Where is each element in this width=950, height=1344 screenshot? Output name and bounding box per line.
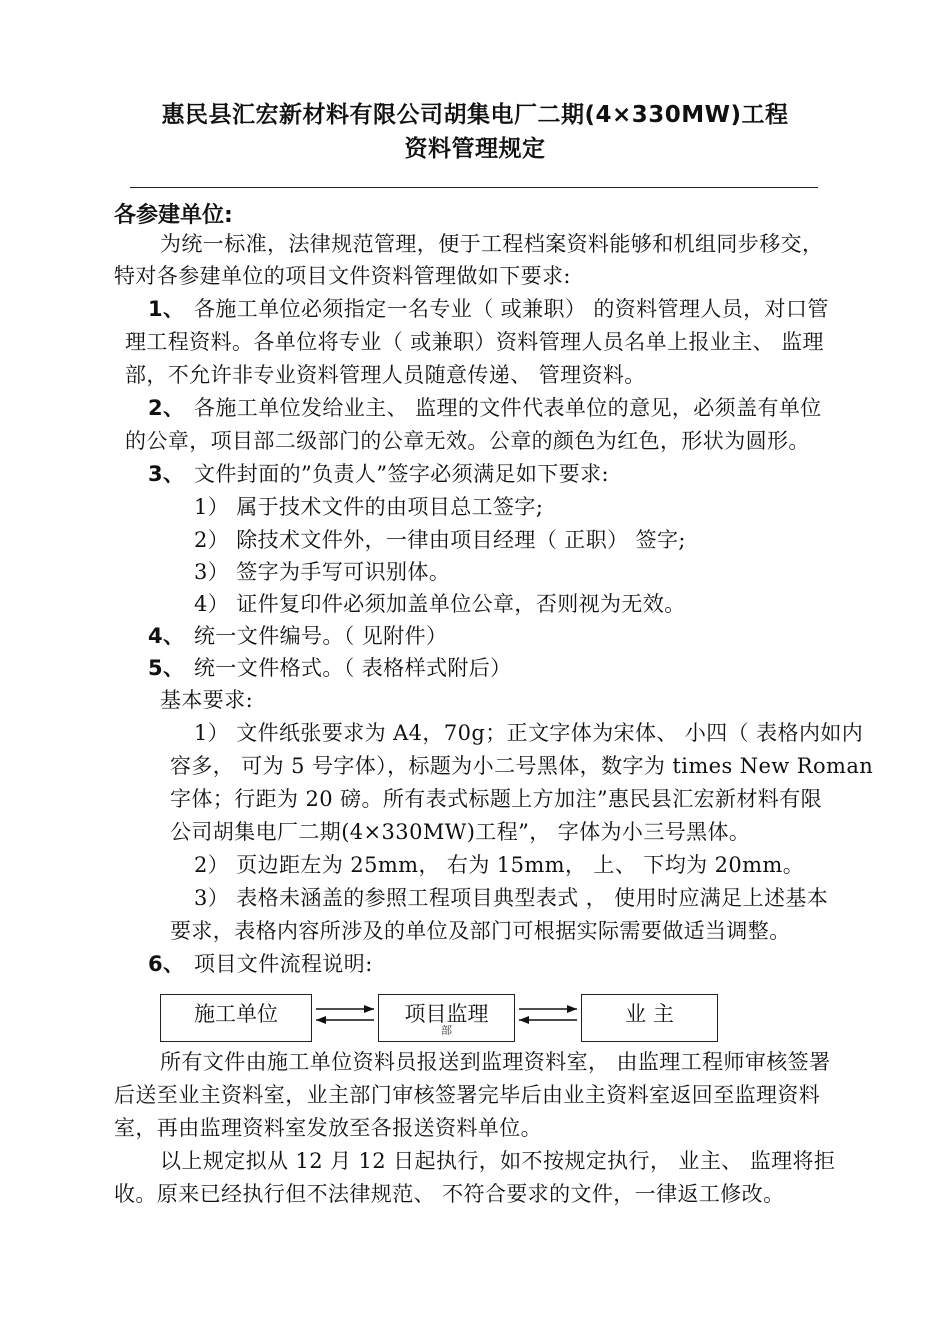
item-1-line: 部，不允许非专业资料管理人员随意传递、 管理资料。 <box>125 363 646 387</box>
document-title-line2: 资料管理规定 <box>404 136 546 162</box>
item-6-line <box>148 949 373 979</box>
requirement-2-line: 2） 页边距左为 25mm， 右为 15mm， 上、 下均为 20mm。 <box>194 853 805 877</box>
item-3-subitem: 1） 属于技术文件的由项目总工签字; <box>194 495 544 519</box>
flow-box-contractor: 施工单位 <box>160 994 312 1042</box>
item-1-line <box>148 294 829 324</box>
requirement-1-line: 容多， 可为 5 号字体），标题为小二号黑体，数字为 times New Roman <box>170 754 874 778</box>
requirement-1-line: 1） 文件纸张要求为 A4，70g；正文字体为宋体、 小四（ 表格内如内 <box>194 721 864 745</box>
flow-box-label: 项目监理 <box>404 1002 489 1026</box>
item-4-line <box>148 621 447 651</box>
item-number: 4、 <box>148 624 185 648</box>
flow-box-supervision <box>378 994 515 1042</box>
item-3-subitem: 4） 证件复印件必须加盖单位公章，否则视为无效。 <box>194 592 686 616</box>
intro-line: 为统一标准，法律规范管理，便于工程档案资料能够和机组同步移交， <box>160 232 824 256</box>
item-number: 2、 <box>148 396 185 420</box>
flow-description-line: 室，再由监理资料室发放至各报送资料单位。 <box>114 1116 542 1140</box>
item-text: 统一文件编号。（ 见附件） <box>194 624 448 648</box>
item-text: 各施工单位发给业主、 监理的文件代表单位的意见，必须盖有单位 <box>194 396 822 420</box>
item-2-line <box>148 393 822 423</box>
item-number: 5、 <box>148 656 185 680</box>
requirement-1-line: 公司胡集电厂二期(4×330MW)工程”， 字体为小三号黑体。 <box>170 820 751 844</box>
basic-requirements-heading: 基本要求: <box>160 688 254 712</box>
item-3-subitem: 3） 签字为手写可识别体。 <box>194 560 451 584</box>
item-5-line <box>148 653 512 683</box>
flow-description-line: 后送至业主资料室，业主部门审核签署完毕后由业主资料室返回至监理资料 <box>114 1083 821 1107</box>
flow-box-owner: 业 主 <box>581 994 718 1042</box>
salutation: 各参建单位: <box>114 203 233 228</box>
document-title-line1: 惠民县汇宏新材料有限公司胡集电厂二期(4×330MW)工程 <box>161 102 789 128</box>
requirement-3-line: 3） 表格未涵盖的参照工程项目典型表式 ， 使用时应满足上述基本 <box>194 886 829 910</box>
item-number: 1、 <box>148 297 185 321</box>
item-text: 各施工单位必须指定一名专业（ 或兼职） 的资料管理人员，对口管 <box>194 297 829 321</box>
requirement-3-line: 要求，表格内容所涉及的单位及部门可根据实际需要做适当调整。 <box>170 919 791 943</box>
flow-description-line: 所有文件由施工单位资料员报送到监理资料室， 由监理工程师审核签署 <box>160 1050 831 1074</box>
item-3-line <box>148 459 609 489</box>
closing-line: 以上规定拟从 12 月 12 日起执行，如不按规定执行， 业主、 监理将拒 <box>160 1149 836 1173</box>
title-divider <box>130 187 818 188</box>
item-text: 统一文件格式。（ 表格样式附后） <box>194 656 512 680</box>
item-number: 6、 <box>148 952 185 976</box>
item-3-subitem: 2） 除技术文件外，一律由项目经理（ 正职） 签字; <box>194 528 686 552</box>
item-2-line: 的公章，项目部二级部门的公章无效。公章的颜色为红色，形状为圆形。 <box>125 429 810 453</box>
item-text: 项目文件流程说明: <box>194 952 373 976</box>
flow-box-sublabel: 部 <box>441 1024 452 1037</box>
requirement-1-line: 字体；行距为 20 磅。所有表式标题上方加注”惠民县汇宏新材料有限 <box>170 787 823 811</box>
item-number: 3、 <box>148 462 185 486</box>
bidirectional-arrow-icon <box>312 1000 378 1030</box>
intro-line: 特对各参建单位的项目文件资料管理做如下要求: <box>114 264 571 288</box>
closing-line: 收。原来已经执行但不法律规范、 不符合要求的文件，一律返工修改。 <box>114 1182 785 1206</box>
item-1-line: 理工程资料。各单位将专业（ 或兼职）资料管理人员名单上报业主、 监理 <box>125 330 824 354</box>
item-text: 文件封面的”负责人”签字必须满足如下要求: <box>194 462 609 486</box>
bidirectional-arrow-icon <box>515 1000 581 1030</box>
